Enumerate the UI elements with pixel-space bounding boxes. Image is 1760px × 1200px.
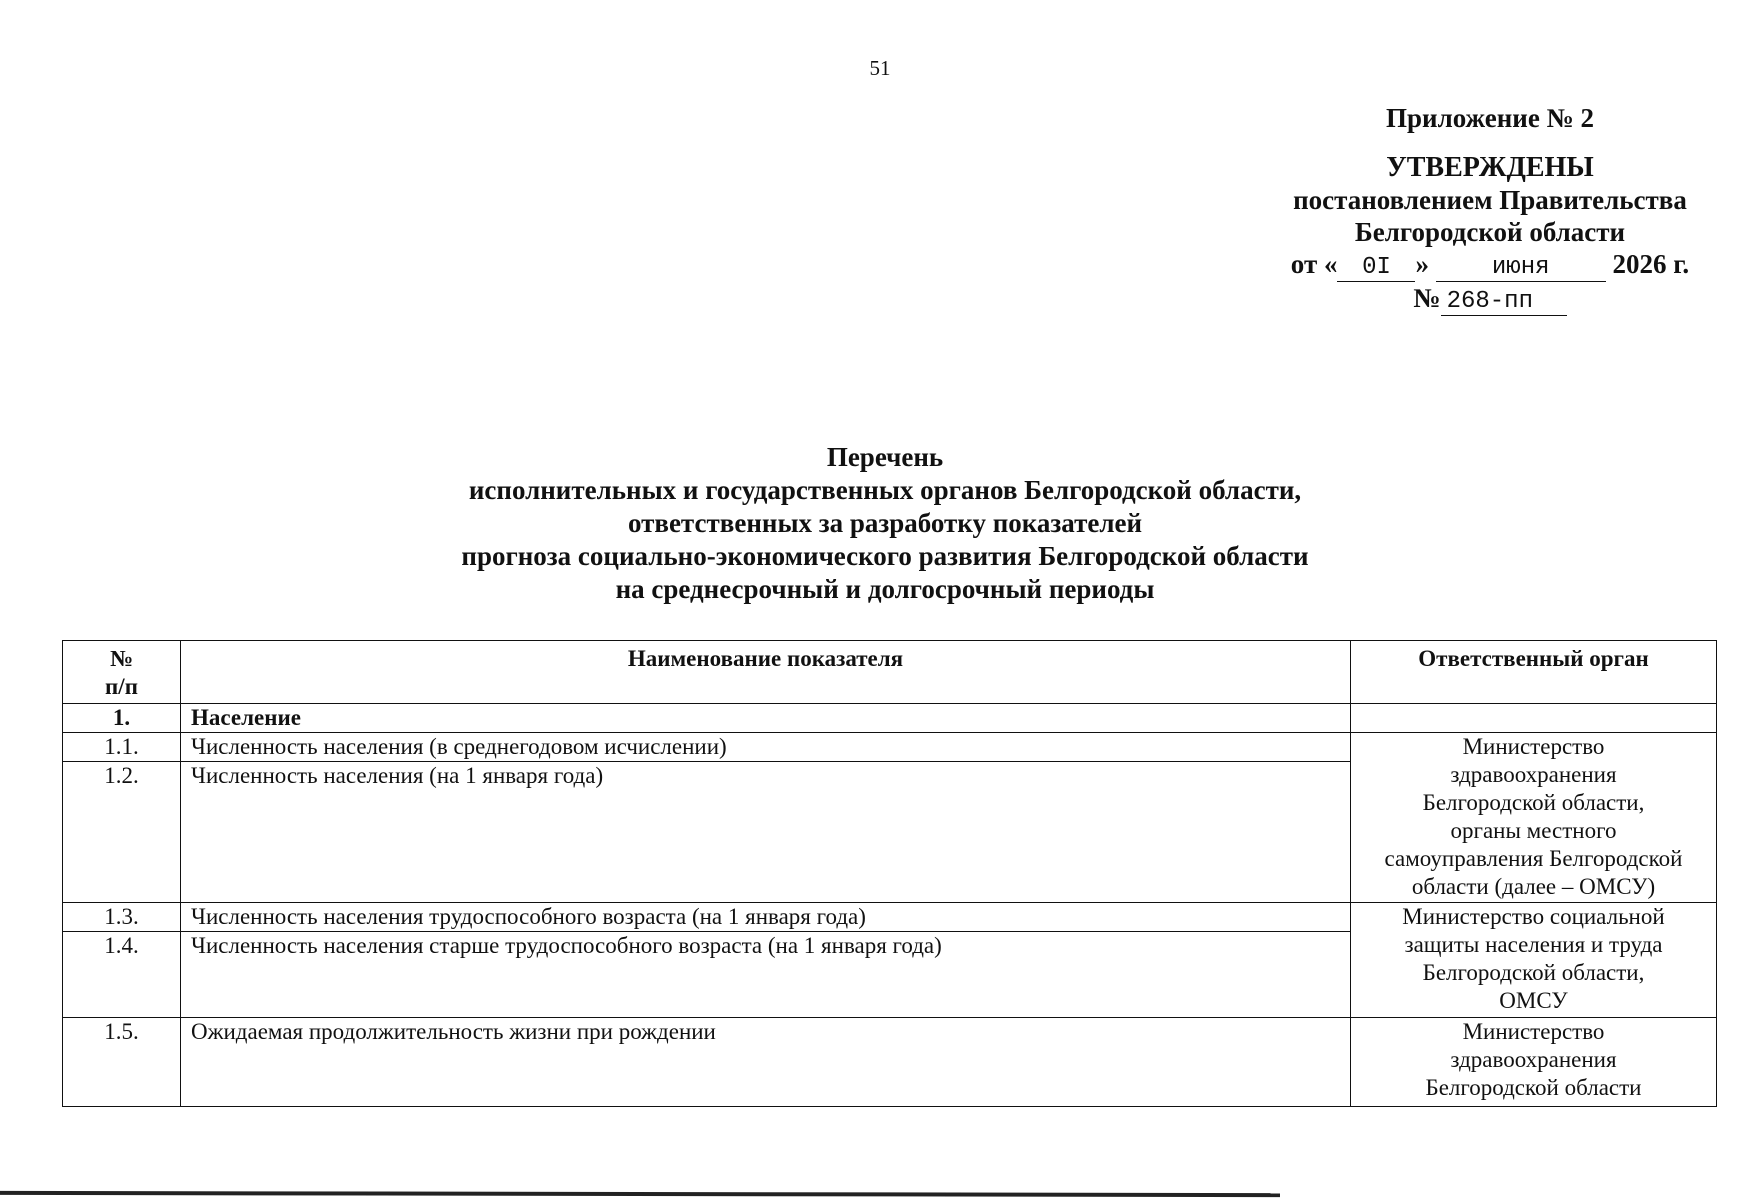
section-name: Население: [181, 704, 1351, 733]
section-org: [1351, 704, 1717, 733]
approval-date: [1230, 248, 1750, 282]
title-line-2: исполнительных и государственных органов Белгородской области,: [468, 475, 1302, 505]
title-line-4: прогноза социально-экономического развития Белгородской области: [461, 541, 1309, 571]
title-line-3: ответственных за разработку показателей: [627, 508, 1143, 538]
row-name: Численность населения (на 1 января года): [181, 762, 1351, 903]
title-line-1: Перечень: [826, 442, 944, 472]
row-num: 1.3.: [63, 903, 181, 932]
row-num: 1.2.: [63, 762, 181, 903]
date-prefix: от «: [1290, 249, 1338, 279]
row-name: Ожидаемая продолжительность жизни при рождении: [181, 1018, 1351, 1107]
responsible-org: Министерство здравоохранения Белгородской области: [1351, 1018, 1717, 1107]
document-title: [0, 441, 1760, 606]
responsible-org: Министерство социальной защиты населения и труда Белгородской области, ОМСУ: [1351, 903, 1717, 1018]
table-row: [63, 1018, 1717, 1107]
scan-edge-line: [0, 1191, 1280, 1197]
date-month: июня: [1436, 255, 1606, 282]
page-number: 51: [869, 56, 891, 80]
row-num: 1.5.: [63, 1018, 181, 1107]
decree-number: 268-пп: [1441, 289, 1567, 316]
row-name: Численность населения (в среднегодовом исчислении): [181, 733, 1351, 762]
table-row: [63, 903, 1717, 932]
section-num: 1.: [63, 704, 181, 733]
indicators-table: [62, 640, 1716, 1107]
approval-number: [1230, 282, 1750, 316]
approval-line-1: постановлением Правительства: [1293, 185, 1687, 215]
row-num: 1.4.: [63, 932, 181, 1018]
date-year: 2026 г.: [1612, 249, 1690, 279]
table-row: [63, 733, 1717, 762]
header-name: Наименование показателя: [181, 641, 1351, 704]
header-num: № п/п: [63, 641, 181, 704]
section-row: [63, 704, 1717, 733]
appendix-label: Приложение № 2: [1386, 103, 1594, 133]
approval-line-2: Белгородской области: [1354, 217, 1626, 247]
approval-block: [1230, 102, 1750, 316]
responsible-org: Министерство здравоохранения Белгородской области, органы местного самоуправления Белгородской области (далее – ОМСУ): [1351, 733, 1717, 903]
row-name: Численность населения старше трудоспособного возраста (на 1 января года): [181, 932, 1351, 1018]
row-name: Численность населения трудоспособного возраста (на 1 января года): [181, 903, 1351, 932]
approved-heading: УТВЕРЖДЕНЫ: [1386, 152, 1594, 183]
number-prefix: №: [1413, 283, 1441, 313]
title-line-5: на среднесрочный и долгосрочный периоды: [615, 574, 1155, 604]
row-num: 1.1.: [63, 733, 181, 762]
date-mid: »: [1415, 249, 1429, 279]
date-day: 0I: [1337, 255, 1415, 282]
table-header-row: [63, 641, 1717, 704]
header-org: Ответственный орган: [1351, 641, 1717, 704]
